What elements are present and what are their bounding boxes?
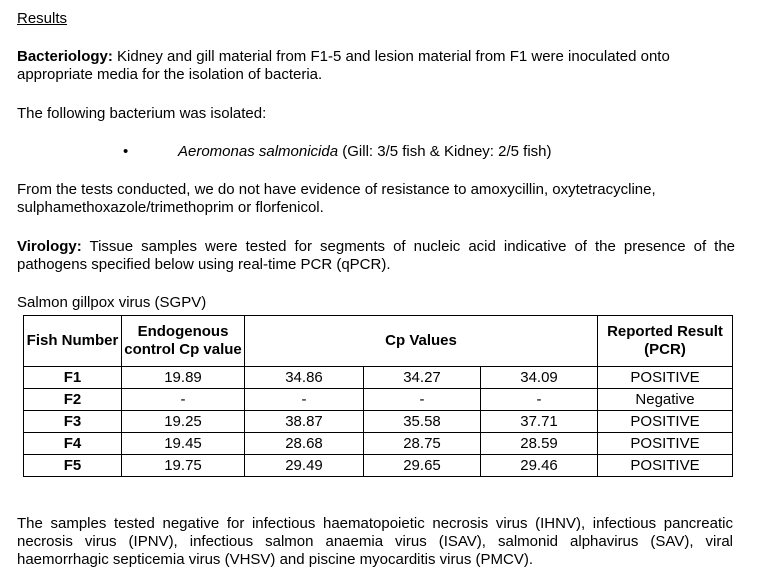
fish-cell: F2 [24,389,122,411]
cp-value-cell: - [481,389,598,411]
fish-cell: F1 [24,367,122,389]
cp-value-cell: 29.49 [245,455,364,477]
endogenous-cell: 19.45 [122,433,245,455]
header-cp-values: Cp Values [245,316,598,367]
table-caption: Salmon gillpox virus (SGPV) [17,294,207,311]
cp-value-cell: 28.59 [481,433,598,455]
isolated-intro: The following bacterium was isolated: [17,105,267,122]
bacteriology-paragraph [17,48,735,84]
result-cell: POSITIVE [598,411,733,433]
table-row [24,389,733,411]
header-reported-result: Reported Result (PCR) [598,316,733,367]
fish-cell: F4 [24,433,122,455]
endogenous-cell: 19.75 [122,455,245,477]
table-header-row [24,316,733,367]
endogenous-cell: 19.25 [122,411,245,433]
bacteriology-text: Kidney and gill material from F1-5 and lesion material from F1 were inoculated onto appropriate media for the isolation of bacteria. [17,48,670,83]
bacteriology-label: Bacteriology: [17,48,113,65]
fish-cell: F3 [24,411,122,433]
cp-value-cell: 29.65 [364,455,481,477]
table-row [24,455,733,477]
cp-value-cell: 28.75 [364,433,481,455]
cp-value-cell: - [245,389,364,411]
organism-detail: (Gill: 3/5 fish & Kidney: 2/5 fish) [338,143,552,160]
endogenous-cell: - [122,389,245,411]
header-endogenous-control: Endogenous control Cp value [122,316,245,367]
cp-value-cell: 28.68 [245,433,364,455]
table-row [24,433,733,455]
result-cell: POSITIVE [598,455,733,477]
table-row [24,367,733,389]
result-cell: POSITIVE [598,367,733,389]
cp-value-cell: - [364,389,481,411]
cp-value-cell: 35.58 [364,411,481,433]
bullet-icon: • [123,143,129,160]
fish-cell: F5 [24,455,122,477]
endogenous-cell: 19.89 [122,367,245,389]
result-cell: POSITIVE [598,433,733,455]
cp-value-cell: 34.27 [364,367,481,389]
result-cell: Negative [598,389,733,411]
virology-label: Virology: [17,238,82,255]
results-heading: Results [17,10,68,27]
sgpv-results-table [23,315,733,477]
isolate-text [178,143,552,161]
header-fish-number: Fish Number [24,316,122,367]
cp-value-cell: 38.87 [245,411,364,433]
virology-text: Tissue samples were tested for segments of nucleic acid indicative of the presence of the pathogens specified below using real-time PCR (qPCR). [17,238,735,273]
table-row [24,411,733,433]
organism-name: Aeromonas salmonicida [178,143,339,160]
virology-paragraph [17,238,735,274]
cp-value-cell: 34.09 [481,367,598,389]
cp-value-cell: 34.86 [245,367,364,389]
cp-value-cell: 29.46 [481,455,598,477]
resistance-paragraph: From the tests conducted, we do not have evidence of resistance to amoxycillin, oxytetracycline, sulphamethoxazole/trimethoprim or florfenicol. [17,181,656,216]
cp-value-cell: 37.71 [481,411,598,433]
conclusion-paragraph: The samples tested negative for infectious haematopoietic necrosis virus (IHNV), infectious pancreatic necrosis virus (IPNV), infectious salmon anaemia virus (ISAV), salmonid alphavirus (SAV), viral haemorrhagic septicemia virus (VHSV) and piscine myocarditis virus (PMCV). [17,515,733,568]
